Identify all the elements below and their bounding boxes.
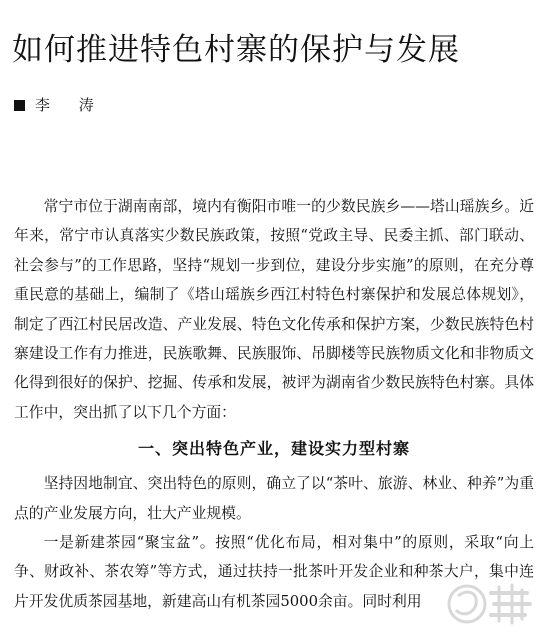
- tea-garden-paragraph: 一是新建茶园“聚宝盆”。按照“优化布局，相对集中”的原则，采取“向上争、财政补、茶农筹”等方式，通过扶持一批茶叶开发企业和种茶大户，集中连片开发优质茶园基地，新建高山有机茶园5000余亩。同时利用: [14, 534, 534, 610]
- intro-paragraph: 常宁市位于湖南南部，境内有衡阳市唯一的少数民族乡——塔山瑶族乡。近年来，常宁市认真落实少数民族政策，按照“党政主导、民委主抓、部门联动、社会参与”的工作思路，坚持“规划一步到位，建设分步实施”的原则，在充分尊重民意的基础上，编制了《塔山瑶族乡西江村特色村寨保护和发展总体规划》，制定了西江村民居改造、产业发展、特色文化传承和保护方案，少数民族特色村寨建设工作有力推进，民族歌舞、民族服饰、吊脚楼等民族物质文化和非物质文化得到很好的保护、挖掘、传承和发展，被评为湖南省少数民族特色村寨。具体工作中，突出抓了以下几个方面：: [14, 198, 534, 421]
- author-name: 李 涛: [35, 96, 106, 114]
- section-heading: 一、突出特色产业，建设实力型村寨: [137, 439, 410, 459]
- author-line: [14, 94, 106, 116]
- article-title: 如何推进特色村寨的保护与发展: [12, 31, 460, 68]
- article-body: [14, 192, 534, 616]
- author-square-marker: [14, 100, 25, 111]
- principle-paragraph: 坚持因地制宜、突出特色的原则，确立了以“茶叶、旅游、林业、种养”为重点的产业发展方向，壮大产业规模。: [14, 475, 534, 522]
